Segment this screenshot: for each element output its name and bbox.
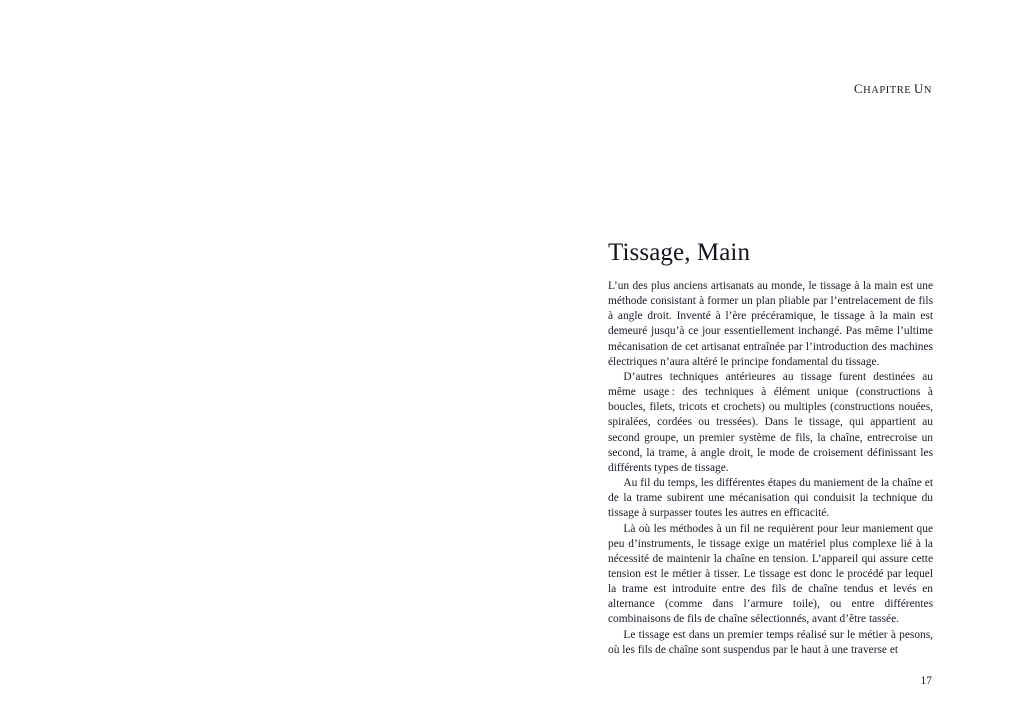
paragraph: D’autres techniques antérieures au tissage furent destinées au même usage : des techniques à élément unique (constructions à boucles, filets, tricots et crochets) ou multiples (constructions nouées, spiralées, cordées ou tressées). Dans le tissage, qui appartient au second groupe, un premier système de fils, la chaîne, entrecroise un second, la trame, à angle droit, le mode de croisement définissant les différents types de tissage. <box>608 370 933 474</box>
paragraph: Au fil du temps, les différentes étapes du maniement de la chaîne et de la trame subirent une mécanisation qui conduisit la technique du tissage à surpasser toutes les autres en efficacité. <box>608 477 933 520</box>
page-title: Tissage, Main <box>608 239 751 266</box>
paragraph: L’un des plus anciens artisanats au monde, le tissage à la main est une méthode consistant à former un plan pliable par l’entrelacement de fils à angle droit. Inventé à l’ère précéramique, le tissage à la main est demeuré jusqu’à ce jour essentiellement inchangé. Pas même l’ultime mécanisation de cet artisanat entraînée par l’introduction des machines électriques n’aura altéré le principe fondamental du tissage. <box>608 280 933 368</box>
body-text <box>608 279 933 658</box>
running-head-smallcaps: N <box>923 85 932 96</box>
recto-page <box>512 0 1024 723</box>
page-number: 17 <box>920 675 932 687</box>
running-head-initial: U <box>913 81 924 96</box>
paragraph: Là où les méthodes à un fil ne requièrent pour leur maniement que peu d’instruments, le tissage exige un matériel plus complexe lié à la nécessité de maintenir la chaîne en tension. L’appareil qui assure cette tension est le métier à tisser. Le tissage est donc le procédé par lequel la trame est introduite entre des fils de chaîne tendus et levés en alternance (comme dans l’armure toile), ou entre différentes combinaisons de fils de chaîne sélectionnés, avant d’être tassée. <box>608 522 933 626</box>
running-head <box>854 81 932 97</box>
running-head-initial: C <box>853 81 864 96</box>
running-head-smallcaps: HAPITRE <box>863 85 912 96</box>
paragraph: Le tissage est dans un premier temps réalisé sur le métier à pesons, où les fils de chaîne sont suspendus par le haut à une traverse et <box>608 628 933 656</box>
